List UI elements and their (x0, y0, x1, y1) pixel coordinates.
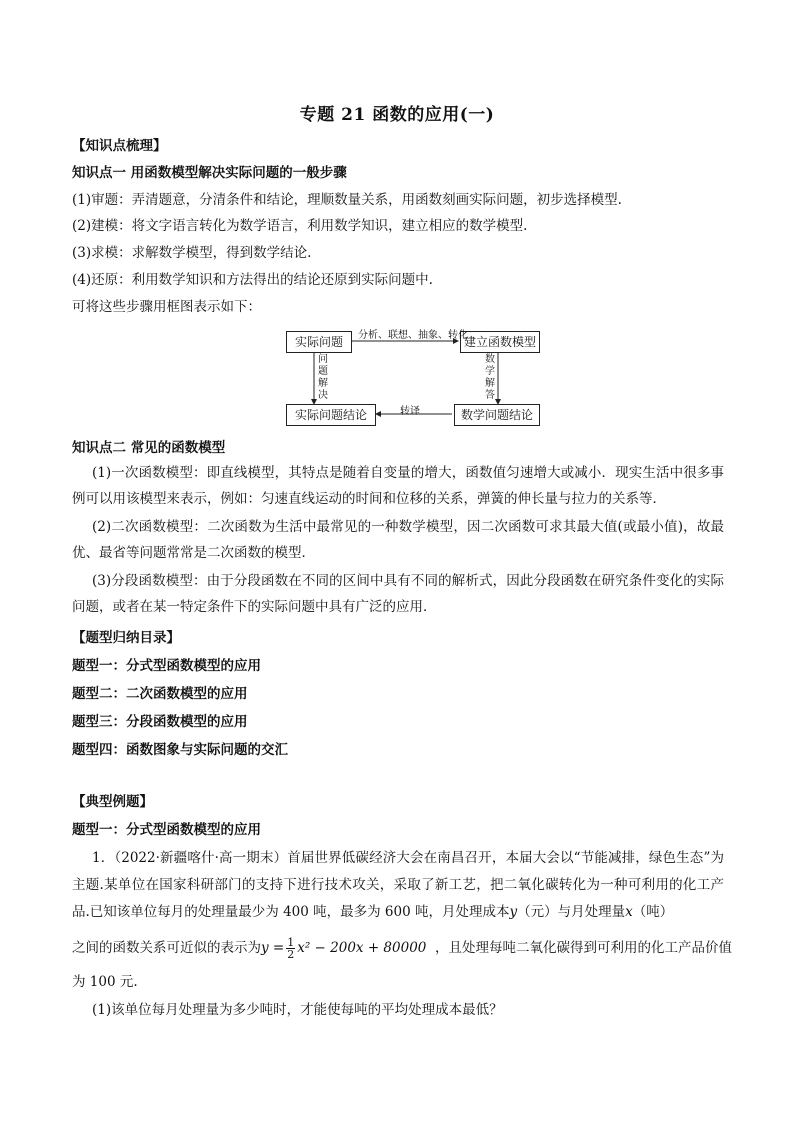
step-1: (1)审题：弄清题意，分清条件和结论，理顺数量关系，用函数刻画实际问题，初步选择模型. (72, 192, 622, 208)
catalog-item-4: 题型四：函数图象与实际问题的交汇 (72, 742, 288, 758)
question-1-part-e: ，且处理每吨二氧化碳得到可利用的化工产品价值 (434, 940, 732, 956)
fraction-numerator: 1 (287, 936, 295, 949)
catalog-item-3: 题型三：分段函数模型的应用 (72, 714, 248, 730)
flow-label-left: 问题解决 (318, 354, 328, 401)
flow-label-top: 分析、联想、抽象、转化 (358, 330, 468, 341)
flow-label-bottom: 转译 (400, 406, 420, 417)
model-paragraph-1: (1)一次函数模型：即直线模型，其特点是随着自变量的增大，函数值匀速增大或减小．现实生活中很多事例可以用该模型来表示，例如：匀速直线运动的时间和位移的关系，弹簧的伸长量与拉力的关系等． (72, 465, 724, 507)
fraction-denominator: 2 (287, 948, 295, 961)
formula-rhs: x² − 200x + 80000 (297, 940, 427, 956)
question-1-part-f: 为 100 元. (72, 974, 138, 990)
flow-box-build-model: 建立函数模型 (460, 331, 540, 353)
question-1-formula-line (72, 932, 732, 964)
catalog-item-1: 题型一：分式型函数模型的应用 (72, 658, 261, 674)
question-1-part-c: （吨） (632, 904, 674, 920)
model-paragraph-3: (3)分段函数模型：由于分段函数在不同的区间中具有不同的解析式，因此分段函数在研究条件变化的实际问题，或者在某一特定条件下的实际问题中具有广泛的应用． (72, 573, 724, 615)
section-heading-catalog: 【题型归纳目录】 (72, 630, 180, 646)
step-3: (3)求模：求解数学模型，得到数学结论. (72, 245, 312, 261)
formula-lhs: y = (261, 940, 285, 956)
question-1-sub-1: (1)该单位每月处理量为多少吨时，才能使每吨的平均处理成本最低？ (92, 1002, 503, 1018)
var-y: y (509, 904, 518, 920)
question-1-part-b: （元）与月处理量 (517, 904, 626, 920)
section-heading-knowledge: 【知识点梳理】 (72, 138, 167, 154)
var-x: x (625, 904, 633, 920)
flow-box-real-conclusion: 实际问题结论 (286, 404, 376, 426)
question-1-part-d: 之间的函数关系可近似的表示为 (72, 940, 261, 956)
flow-box-real-problem: 实际问题 (286, 331, 352, 353)
section-heading-examples: 【典型例题】 (72, 794, 153, 810)
flowchart (280, 326, 550, 430)
step-2: (2)建模：将文字语言转化为数学语言，利用数学知识，建立相应的数学模型. (72, 218, 528, 234)
flow-box-math-conclusion: 数学问题结论 (454, 404, 540, 426)
flow-intro: 可将这些步骤用框图表示如下： (72, 299, 261, 315)
question-1-part-a: 1．（2022·新疆喀什·高一期末）首届世界低碳经济大会在南昌召开，本届大会以“节能减排，绿色生态”为主题.某单位在国家科研部门的支持下进行技术攻关，采取了新工艺，把二氧化碳转化为一种可利用的化工产品.已知该单位每月的处理量最少为 400 吨，最多为 600 吨，月处理成本 (72, 850, 724, 920)
example-type-1-heading: 题型一：分式型函数模型的应用 (72, 822, 261, 838)
page-title: 专题 21 函数的应用(一) (299, 105, 495, 125)
knowledge-point-1-heading: 知识点一 用函数模型解决实际问题的一般步骤 (72, 165, 347, 181)
catalog-item-2: 题型二：二次函数模型的应用 (72, 686, 248, 702)
formula-fraction (286, 937, 295, 960)
model-paragraph-2: (2)二次函数模型：二次函数为生活中最常见的一种数学模型，因二次函数可求其最大值(或最小值)，故最优、最省等问题常常是二次函数的模型． (72, 519, 724, 561)
question-1-text (72, 845, 724, 926)
flow-label-right: 数学解答 (485, 354, 495, 401)
knowledge-point-2-heading: 知识点二 常见的函数模型 (72, 440, 226, 456)
step-4: (4)还原：利用数学知识和方法得出的结论还原到实际问题中. (72, 272, 433, 288)
